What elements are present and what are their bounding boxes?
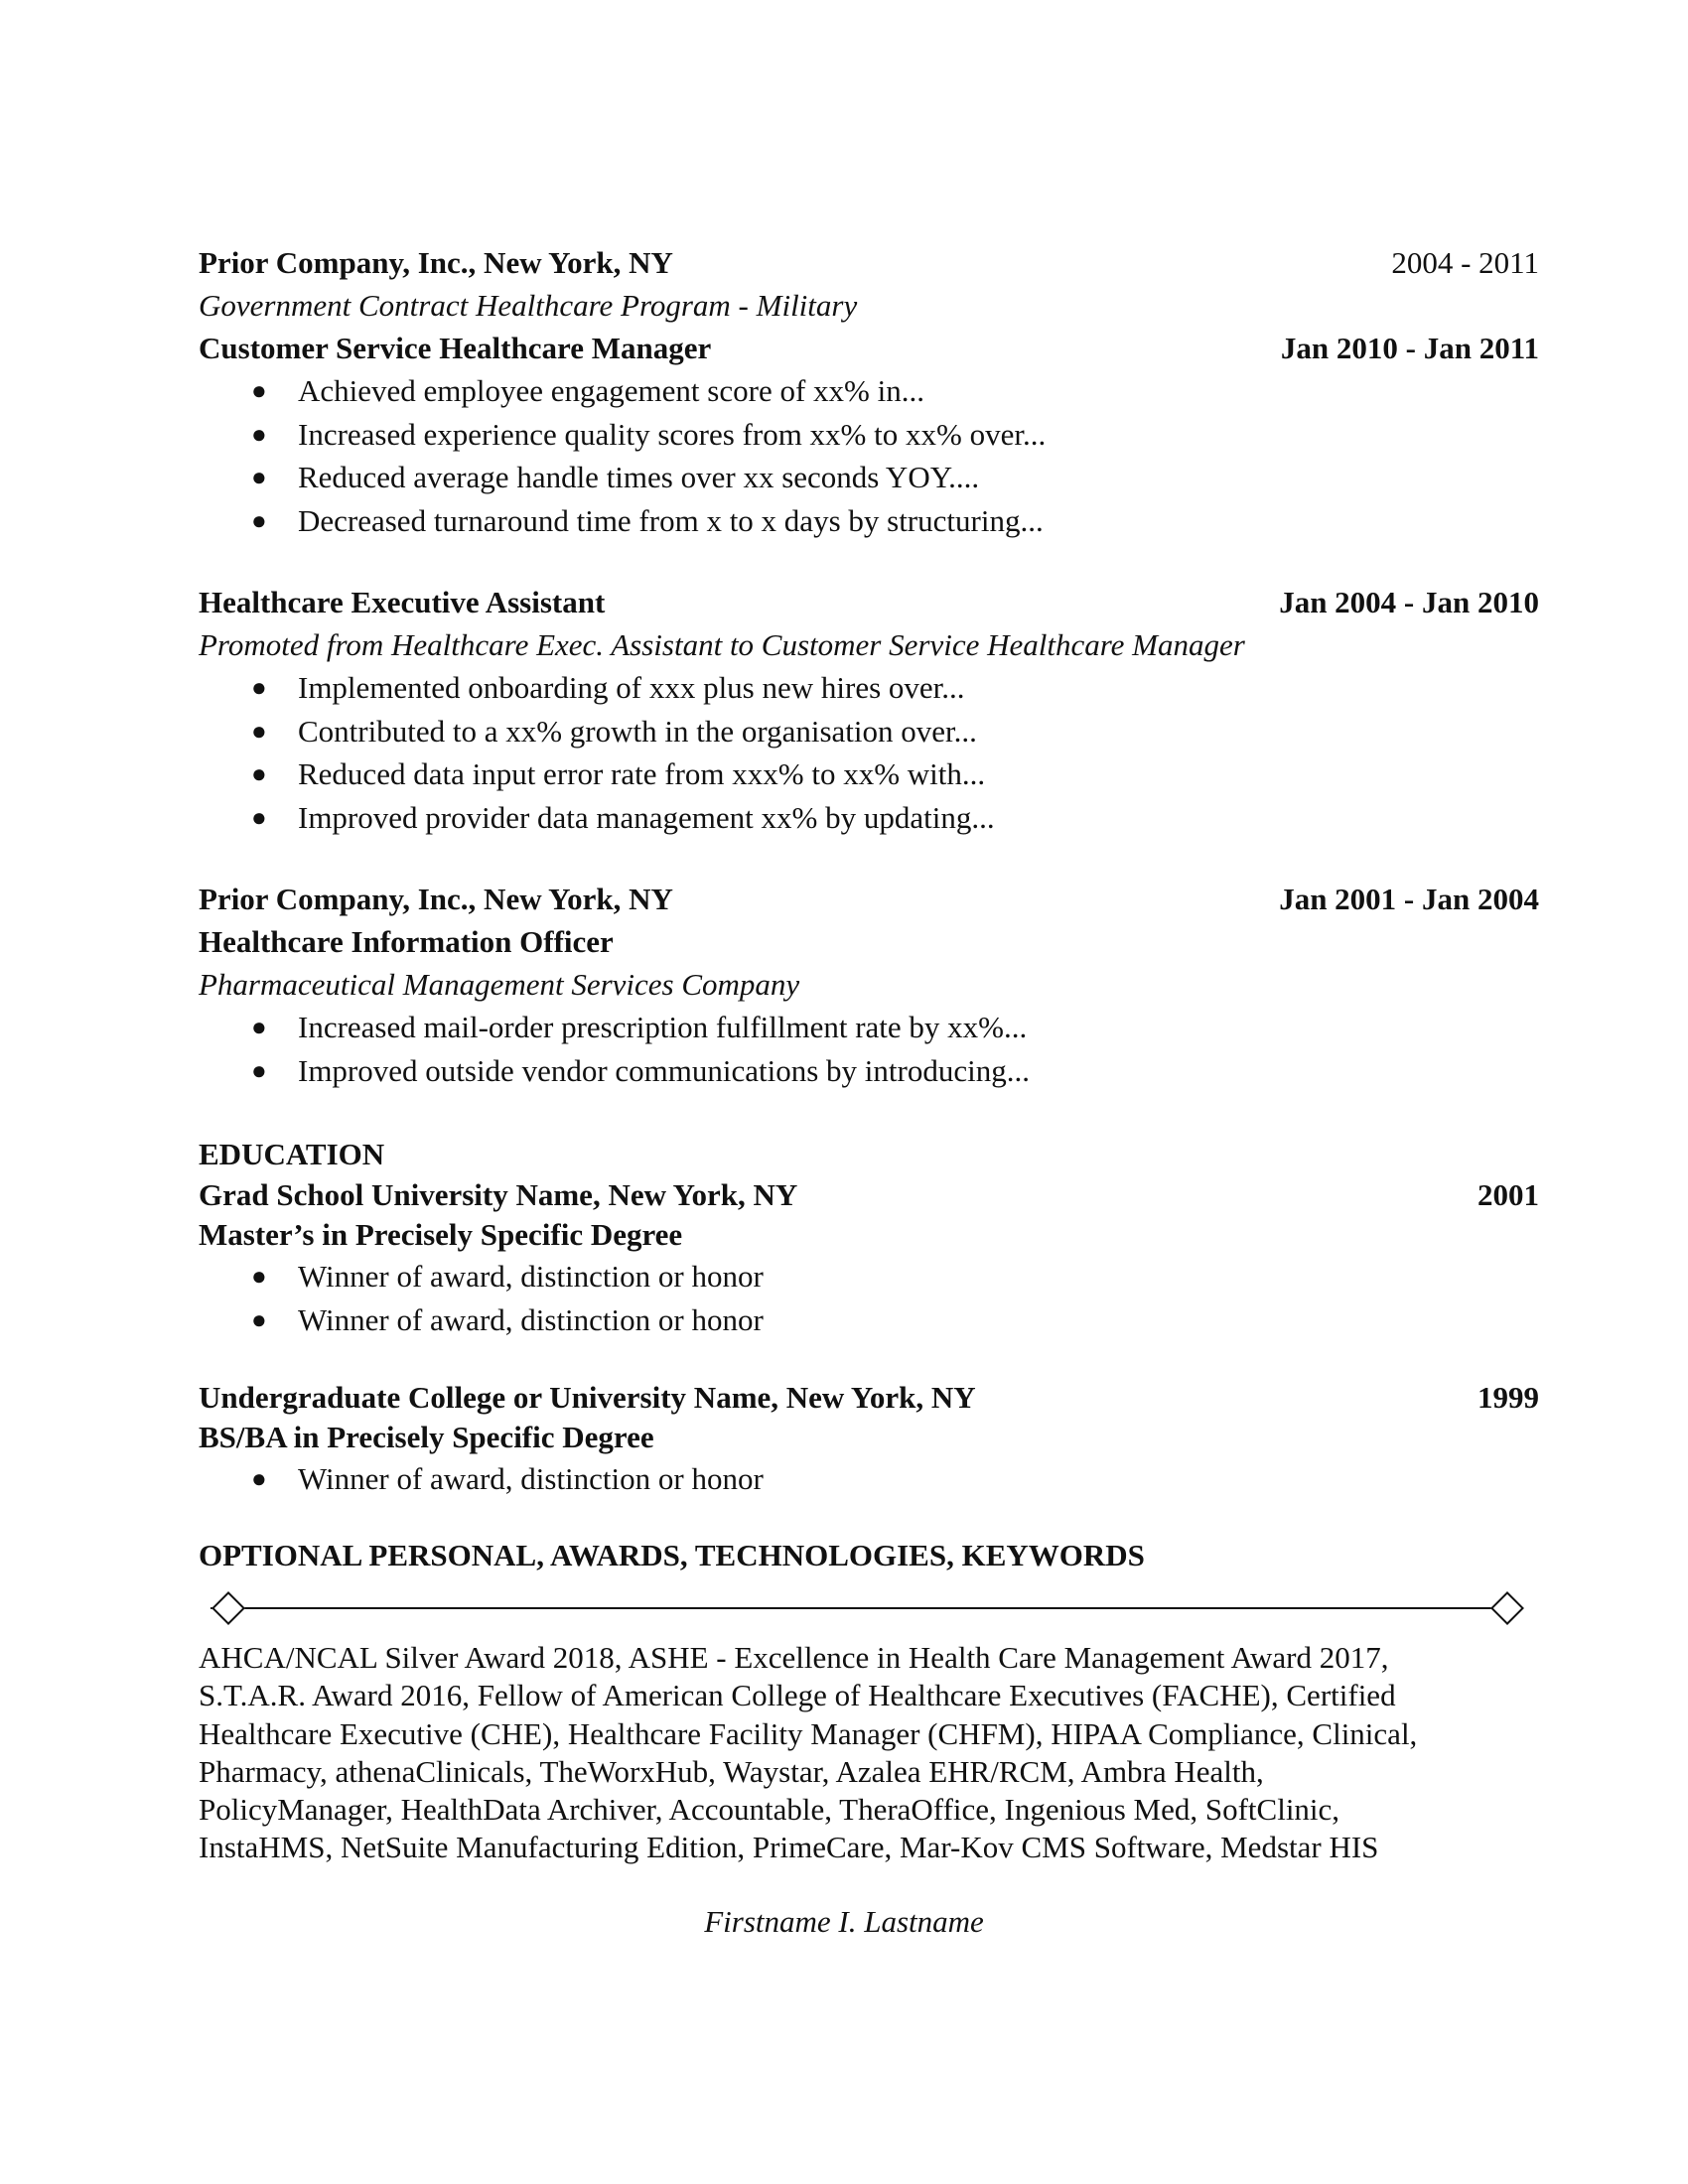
section-title: EDUCATION: [199, 1137, 385, 1171]
school-name: Grad School University Name, New York, NY: [199, 1177, 798, 1212]
school-year: 1999: [1477, 1380, 1539, 1415]
bullet-icon: ●: [251, 505, 267, 535]
list-item: ● Reduced average handle times over xx seconds YOY....: [199, 456, 1539, 499]
company-name: Prior Company, Inc., New York, NY: [199, 245, 673, 280]
diamond-left-icon: [211, 1591, 245, 1625]
education-1-bullets: [199, 1255, 1539, 1341]
bullet-icon: ●: [251, 1464, 267, 1493]
list-item: ● Winner of award, distinction or honor: [199, 1457, 1539, 1501]
program-name: Government Contract Healthcare Program - Military: [199, 288, 858, 323]
school-name: Undergraduate College or University Name, New York, NY: [199, 1380, 976, 1415]
list-item: ● Winner of award, distinction or honor: [199, 1255, 1539, 1298]
bullet-icon: ●: [251, 759, 267, 788]
job-3-bullets: [199, 1006, 1539, 1092]
job-1-bullets: [199, 369, 1539, 542]
promotion-note: Promoted from Healthcare Exec. Assistant to Customer Service Healthcare Manager: [199, 627, 1245, 662]
school-year: 2001: [1477, 1177, 1539, 1212]
keywords-line: Healthcare Executive (CHE), Healthcare Facility Manager (CHFM), HIPAA Compliance, Clinical,: [199, 1715, 1418, 1751]
job-1-title-row: [199, 327, 1539, 369]
school-row: [199, 1175, 1539, 1215]
education-entry-2: [199, 1378, 1539, 1501]
job-1: [199, 241, 1539, 542]
job-3-title-row: [199, 920, 1539, 963]
list-item: ● Increased mail-order prescription fulfillment rate by xx%...: [199, 1006, 1539, 1049]
job-title: Healthcare Executive Assistant: [199, 585, 606, 619]
job-title: Healthcare Information Officer: [199, 924, 614, 959]
keywords-line: InstaHMS, NetSuite Manufacturing Edition, PrimeCare, Mar-Kov CMS Software, Medstar HIS: [199, 1830, 1379, 1865]
list-item: ● Reduced data input error rate from xxx% to xx% with...: [199, 752, 1539, 796]
company-dates: Jan 2001 - Jan 2004: [1279, 882, 1539, 916]
job-dates: Jan 2004 - Jan 2010: [1279, 585, 1539, 619]
diamond-right-icon: [1490, 1591, 1524, 1625]
section-divider: [211, 1607, 1523, 1609]
job-1-company-row: [199, 241, 1539, 284]
company-dates: 2004 - 2011: [1391, 245, 1539, 280]
keywords-line: S.T.A.R. Award 2016, Fellow of American College of Healthcare Executives (FACHE), Certified: [199, 1678, 1396, 1713]
bullet-icon: ●: [251, 673, 267, 702]
section-title: OPTIONAL PERSONAL, AWARDS, TECHNOLOGIES, KEYWORDS: [199, 1538, 1145, 1572]
program-name: Pharmaceutical Management Services Company: [199, 967, 800, 1002]
bullet-icon: ●: [251, 419, 267, 449]
list-item: ● Improved provider data management xx% by updating...: [199, 796, 1539, 840]
job-2: [199, 581, 1539, 839]
degree-name: BS/BA in Precisely Specific Degree: [199, 1420, 654, 1454]
bullet-icon: ●: [251, 376, 267, 405]
keywords-line: AHCA/NCAL Silver Award 2018, ASHE - Excellence in Health Care Management Award 2017,: [199, 1640, 1389, 1675]
education-section: [199, 1133, 1539, 1341]
list-item: ● Decreased turnaround time from x to x days by structuring...: [199, 499, 1539, 543]
job-2-title-row: [199, 581, 1539, 623]
job-dates: Jan 2010 - Jan 2011: [1280, 331, 1539, 365]
bullet-icon: ●: [251, 716, 267, 746]
job-2-bullets: [199, 666, 1539, 839]
keywords-paragraph: [199, 1639, 1549, 1867]
list-item: ● Implemented onboarding of xxx plus new hires over...: [199, 666, 1539, 710]
bullet-icon: ●: [251, 802, 267, 832]
bullet-icon: ●: [251, 1013, 267, 1041]
list-item: ● Winner of award, distinction or honor: [199, 1298, 1539, 1342]
keywords-line: PolicyManager, HealthData Archiver, Accountable, TheraOffice, Ingenious Med, SoftClinic,: [199, 1792, 1340, 1828]
school-row: [199, 1378, 1539, 1418]
list-item: ● Achieved employee engagement score of xx% in...: [199, 369, 1539, 413]
job-title: Customer Service Healthcare Manager: [199, 331, 712, 365]
education-2-bullets: [199, 1457, 1539, 1501]
bullet-icon: ●: [251, 1262, 267, 1291]
degree-name: Master’s in Precisely Specific Degree: [199, 1217, 683, 1252]
keywords-line: Pharmacy, athenaClinicals, TheWorxHub, Waystar, Azalea EHR/RCM, Ambra Health,: [199, 1753, 1264, 1789]
list-item: ● Improved outside vendor communications by introducing...: [199, 1049, 1539, 1093]
bullet-icon: ●: [251, 1055, 267, 1085]
footer-name: Firstname I. Lastname: [704, 1904, 984, 1939]
job-3: [199, 878, 1539, 1092]
bullet-icon: ●: [251, 463, 267, 491]
job-3-company-row: [199, 878, 1539, 920]
list-item: ● Contributed to a xx% growth in the organisation over...: [199, 710, 1539, 753]
company-name: Prior Company, Inc., New York, NY: [199, 882, 673, 916]
bullet-icon: ●: [251, 1304, 267, 1334]
list-item: ● Increased experience quality scores from xx% to xx% over...: [199, 413, 1539, 457]
optional-section: [199, 1534, 1539, 1576]
